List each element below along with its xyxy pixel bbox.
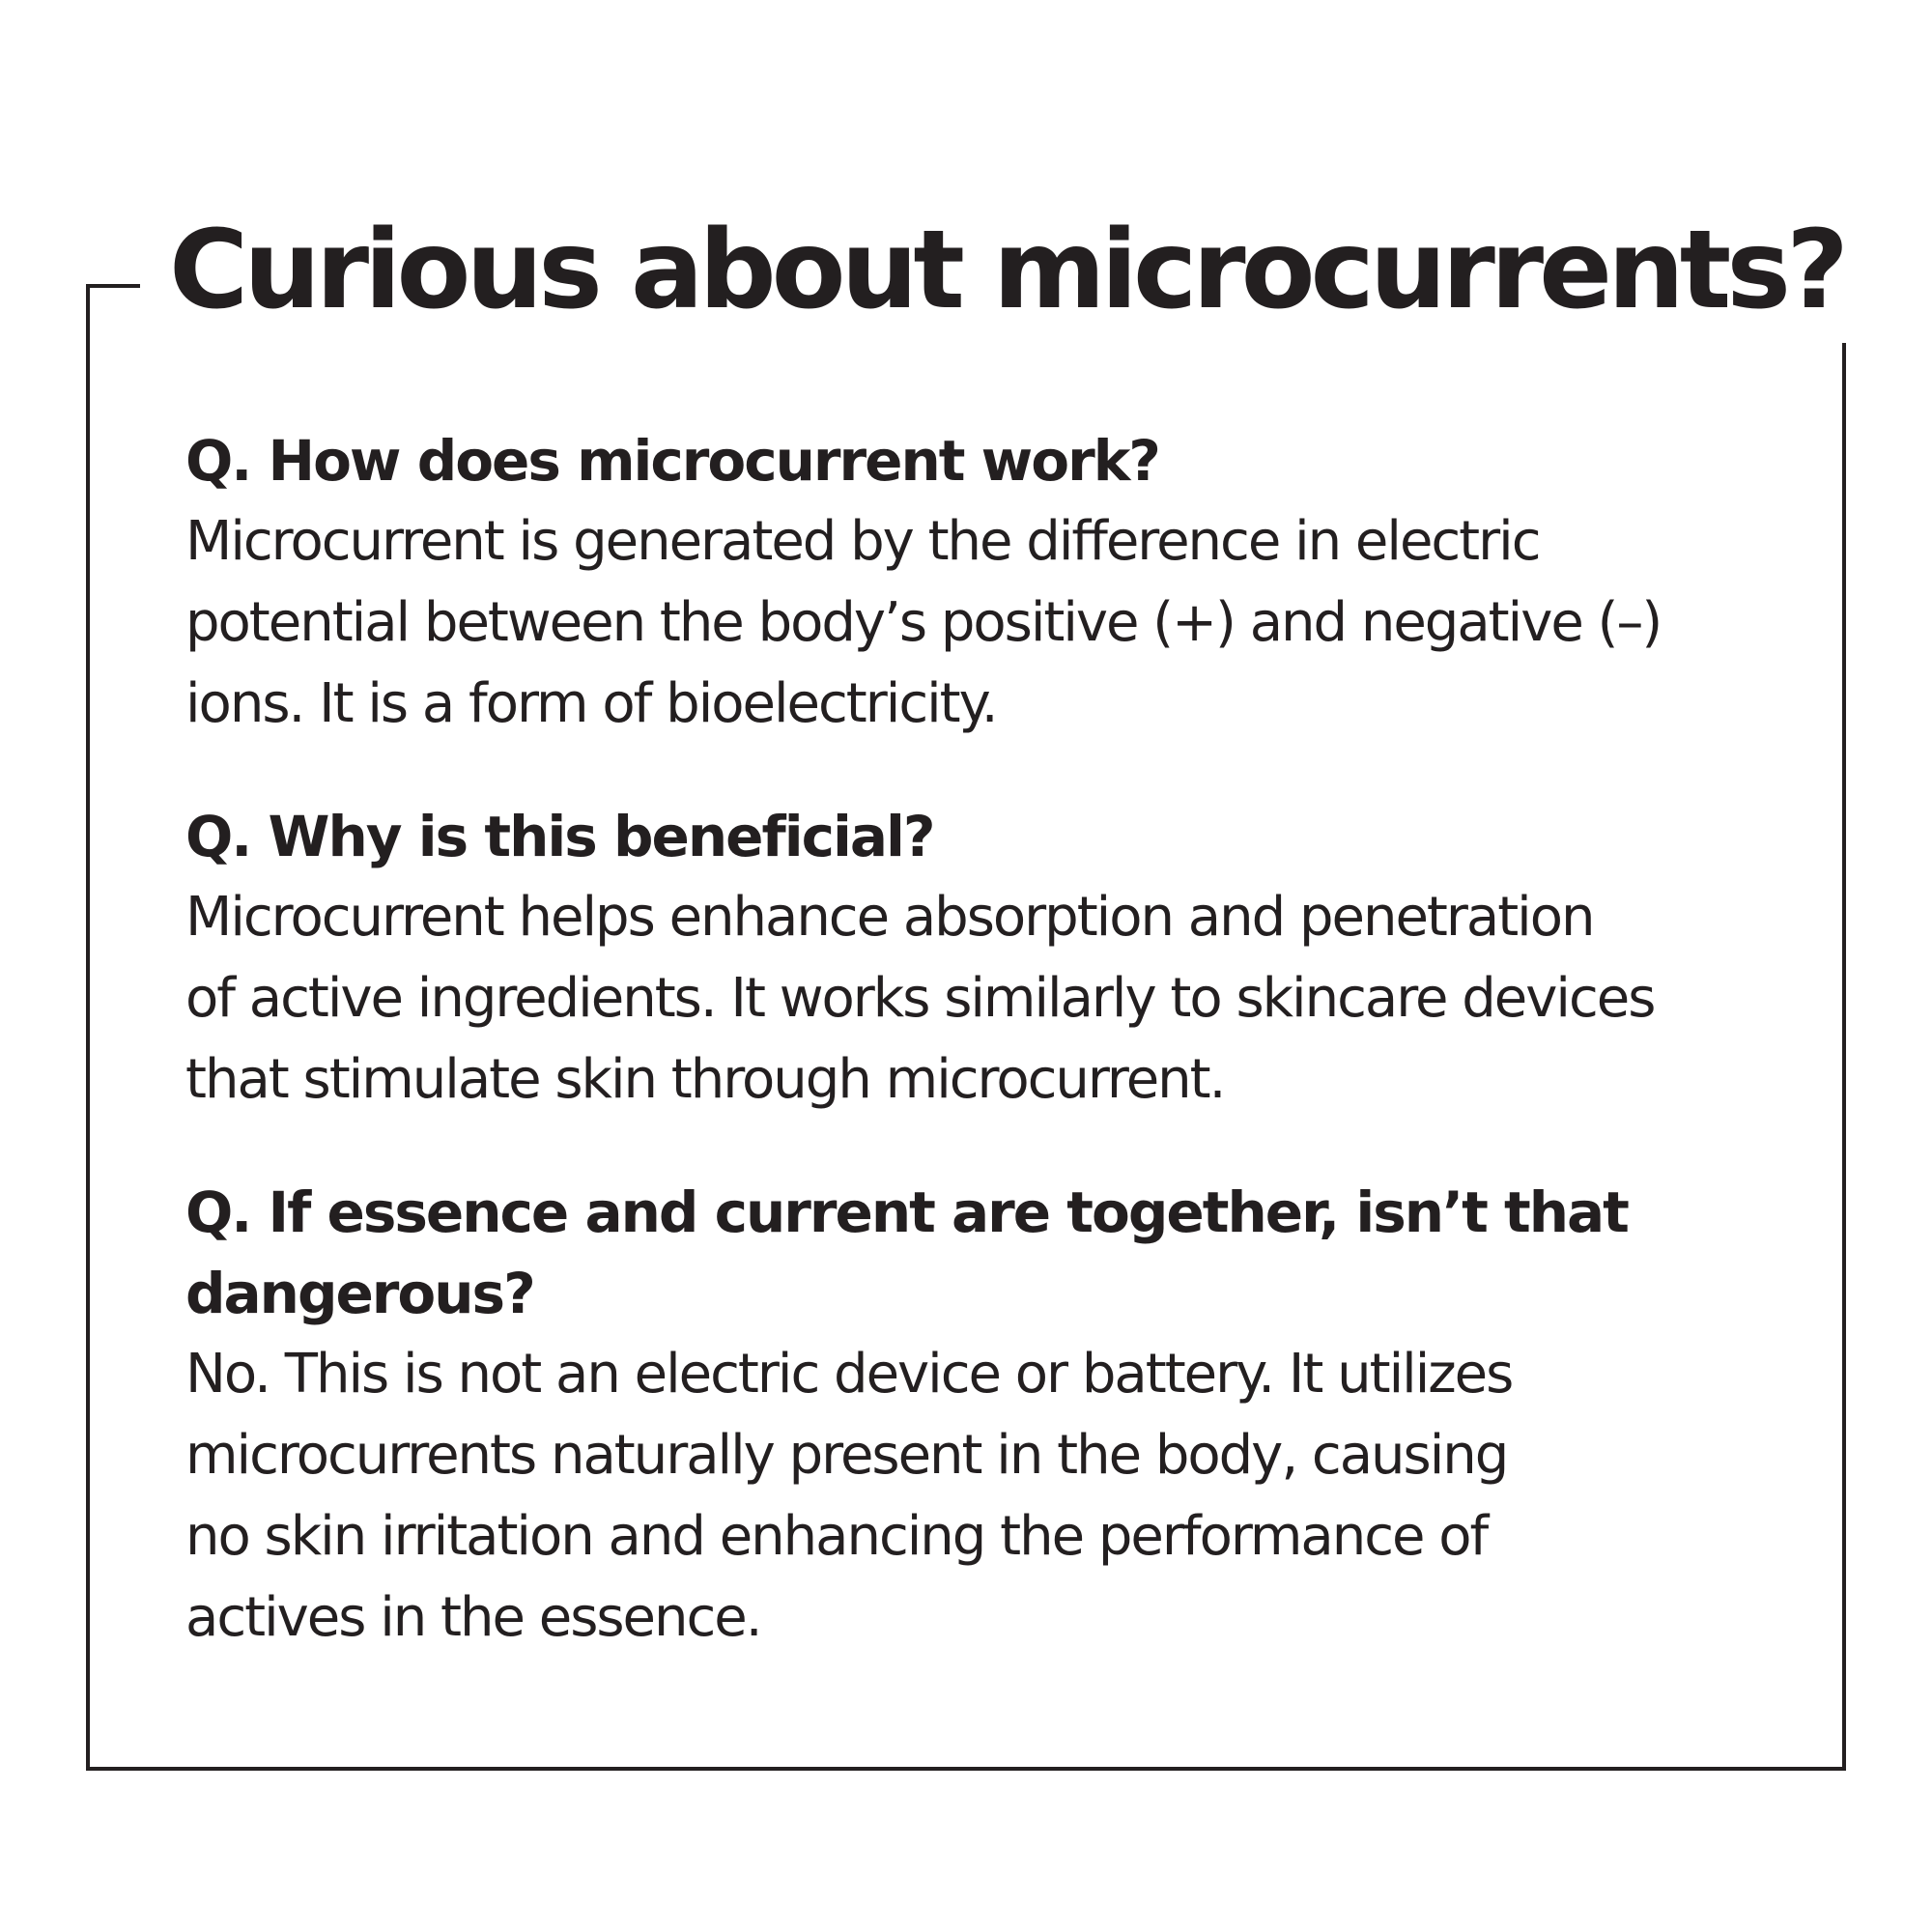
faq-item-how-it-works <box>185 420 1828 745</box>
faq-answer: Microcurrent helps enhance absorption and penetration of active ingredients. It works similarly to skincare devices that stimulate skin through microcurrent. <box>185 886 1655 1111</box>
faq-answer: Microcurrent is generated by the difference in electric potential between the body’s positive (+) and negative (–) ions. It is a form of bioelectricity. <box>185 510 1662 735</box>
faq-question: Q. How does microcurrent work? <box>185 428 1159 494</box>
faq-question: Q. If essence and current are together, isn’t that dangerous? <box>185 1179 1628 1326</box>
faq-item-benefit <box>185 796 1828 1121</box>
faq-item-safety <box>185 1172 1828 1659</box>
faq-list <box>185 420 1828 1659</box>
faq-question: Q. Why is this beneficial? <box>185 804 934 869</box>
faq-answer: No. This is not an electric device or battery. It utilizes microcurrents naturally present in the body, causing no skin irritation and enhancing the performance of actives in the essence. <box>185 1343 1513 1649</box>
page-title: Curious about microcurrents? <box>140 198 1873 343</box>
